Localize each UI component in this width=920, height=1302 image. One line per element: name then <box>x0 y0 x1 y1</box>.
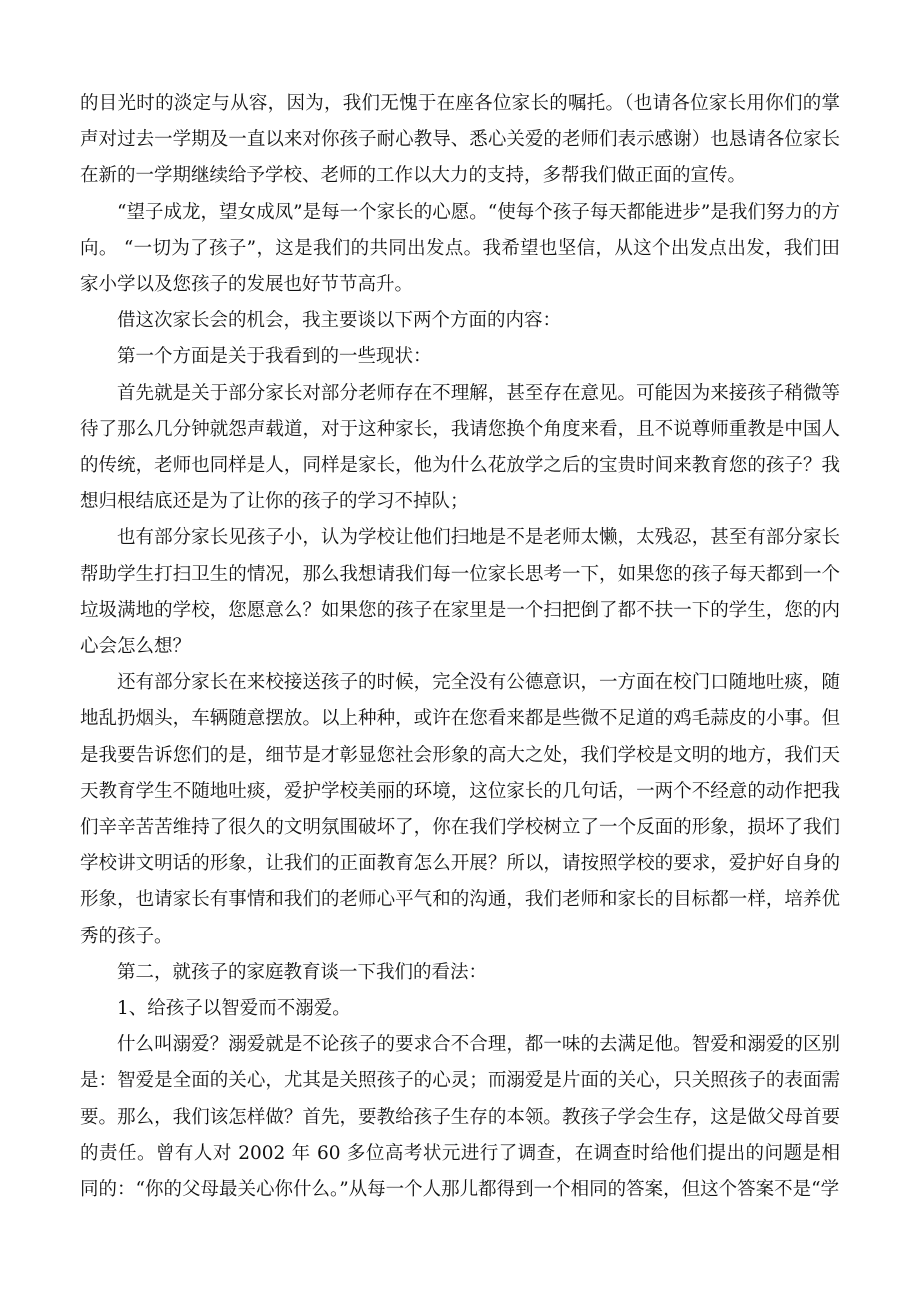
paragraph-first-aspect-heading: 第一个方面是关于我看到的一些现状： <box>117 346 432 368</box>
paragraph-second-aspect-heading: 第二，就孩子的家庭教育谈一下我们的看法： <box>117 961 488 983</box>
document-body <box>80 86 840 1208</box>
paragraph-public-morality: 还有部分家长在来校接送孩子的时候，完全没有公德意识，一方面在校门口随地吐痰，随地乱扔烟头，车辆随意摆放。以上种种，或许在您看来都是些微不足道的鸡毛蒜皮的小事。但是我要告诉您们的是，细节是才彰显您社会形象的高大之处，我们学校是文明的地方，我们天天教育学生不随地吐痰，爱护学校美丽的环境，这位家长的几句话，一两个不经意的动作把我们辛辛苦苦维持了很久的文明氛围破坏了，你在我们学校树立了一个反面的形象，损坏了我们学校讲文明话的形象，让我们的正面教育怎么开展？所以，请按照学校的要求，爱护好自身的形象，也请家长有事情和我们的老师心平气和的沟通，我们老师和家长的目标都一样，培养优秀的孩子。 <box>80 672 840 947</box>
paragraph-spoiling-explained: 什么叫溺爱？溺爱就是不论孩子的要求合不合理，都一味的去满足他。智爱和溺爱的区别是：智爱是全面的关心，尤其是关照孩子的心灵；而溺爱是片面的关心，只关照孩子的表面需要。那么，我们该怎样做？首先，要教给孩子生存的本领。教孩子学会生存，这是做父母首要的责任。曾有人对 2002 年 60 多位高考状元进行了调查，在调查时给他们提出的问题是相同的：“你的父母最关心你什么。”从每一个人那儿都得到一个相同的答案，但这个答案不是“学 <box>80 1034 840 1201</box>
paragraph-wise-love-heading: 1、给孩子以智爱而不溺爱。 <box>117 998 351 1020</box>
paragraph-parents-wish: “望子成龙，望女成凤”是每一个家长的心愿。“使每个孩子每天都能进步”是我们努力的方向。 “一切为了孩子”，这是我们的共同出发点。我希望也坚信，从这个出发点出发，我们田家小学以及您孩子的发展也好节节高升。 <box>80 201 840 296</box>
paragraph-misunderstanding-teachers: 首先就是关于部分家长对部分老师存在不理解，甚至存在意见。可能因为来接孩子稍微等待了那么几分钟就怨声载道，对于这种家长，我请您换个角度来看，且不说尊师重教是中国人的传统，老师也同样是人，同样是家长，他为什么花放学之后的宝贵时间来教育您的孩子？我想归根结底还是为了让你的孩子的学习不掉队； <box>80 382 840 513</box>
paragraph-continuation: 的目光时的淡定与从容，因为，我们无愧于在座各位家长的嘱托。（也请各位家长用你们的掌声对过去一学期及一直以来对你孩子耐心教导、悉心关爱的老师们表示感谢）也恳请各位家长在新的一学期继续给予学校、老师的工作以大力的支持，多帮我们做正面的宣传。 <box>80 93 840 187</box>
paragraph-meeting-topics: 借这次家长会的机会，我主要谈以下两个方面的内容： <box>117 310 562 332</box>
paragraph-sweeping-duty: 也有部分家长见孩子小，认为学校让他们扫地是不是老师太懒，太残忍，甚至有部分家长帮助学生打扫卫生的情况，那么我想请我们每一位家长思考一下，如果您的孩子每天都到一个垃圾满地的学校，您愿意么？如果您的孩子在家里是一个扫把倒了都不扶一下的学生，您的内心会怎么想？ <box>80 527 840 658</box>
